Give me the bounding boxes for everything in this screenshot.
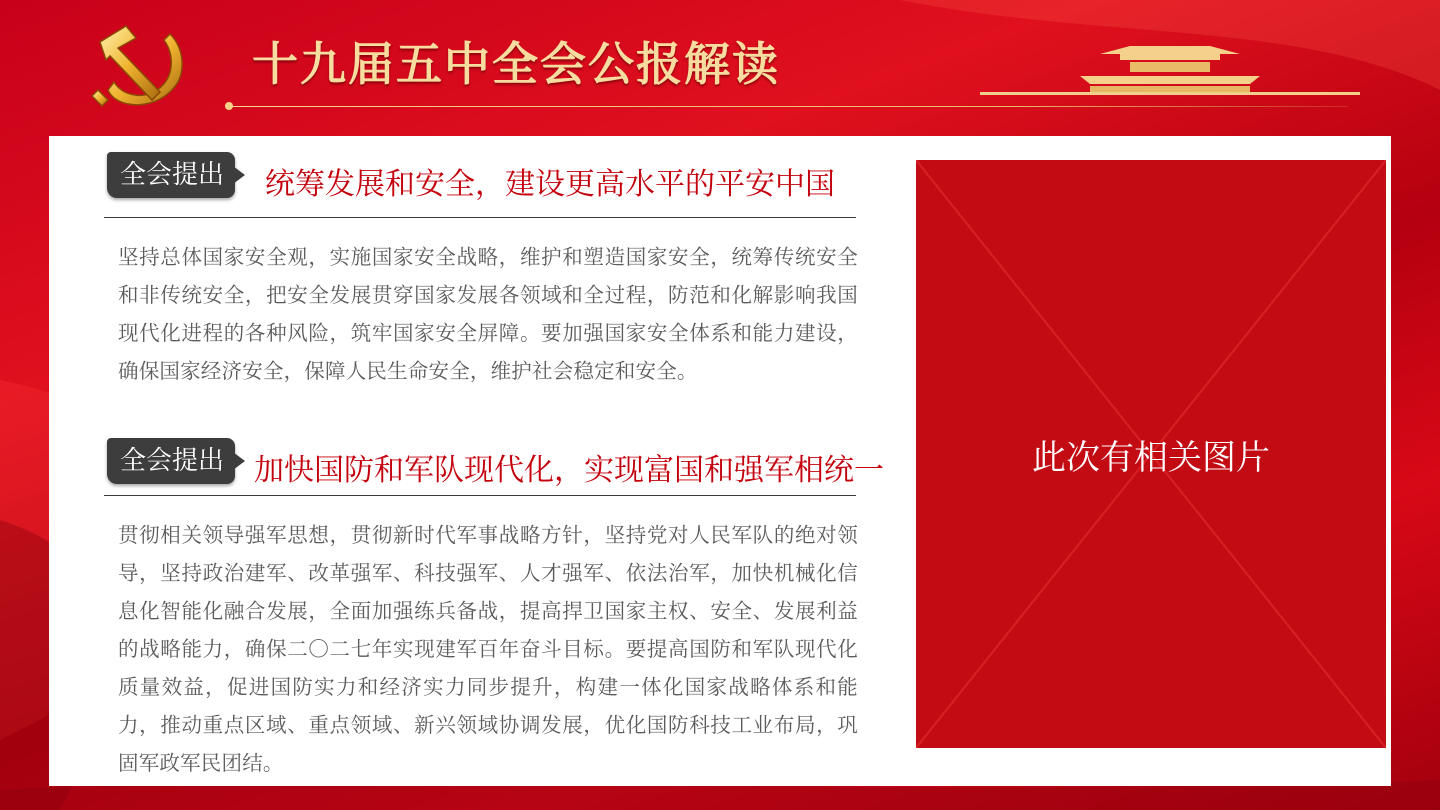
- section-heading: 统筹发展和安全，建设更高水平的平安中国: [265, 167, 835, 202]
- tiananmen-gate-icon: [980, 44, 1360, 100]
- party-emblem-icon: [78, 12, 193, 117]
- section-national-defense: [104, 438, 884, 788]
- section-tag: 全会提出: [107, 152, 235, 198]
- title-divider: [228, 106, 1348, 107]
- section-body-text: 坚持总体国家安全观，实施国家安全战略，维护和塑造国家安全，统筹传统安全和非传统安全，把安全发展贯穿国家发展各领域和全过程，防范和化解影响我国现代化进程的各种风险，筑牢国家安全屏障。要加强国家安全体系和能力建设，确保国家经济安全，保障人民生命安全，维护社会稳定和安全。: [118, 245, 858, 383]
- section-national-security: [104, 152, 856, 392]
- section-tag: 全会提出: [107, 438, 235, 484]
- page-title: 十九届五中全会公报解读: [252, 37, 780, 91]
- image-placeholder-label: 此次有相关图片: [1032, 438, 1270, 478]
- header: [0, 0, 1440, 135]
- image-placeholder[interactable]: [916, 160, 1386, 748]
- section-divider: [104, 217, 856, 218]
- section-divider: [104, 495, 856, 496]
- section-body-text: 贯彻相关领导强军思想，贯彻新时代军事战略方针，坚持党对人民军队的绝对领导，坚持政治建军、改革强军、科技强军、人才强军、依法治军，加快机械化信息化智能化融合发展，全面加强练兵备战，提高捍卫国家主权、安全、发展利益的战略能力，确保二〇二七年实现建军百年奋斗目标。要提高国防和军队现代化质量效益，促进国防实力和经济实力同步提升，构建一体化国家战略体系和能力，推动重点区域、重点领域、新兴领域协调发展，优化国防科技工业布局，巩固军政军民团结。: [118, 523, 858, 775]
- section-heading: 加快国防和军队现代化，实现富国和强军相统一: [254, 453, 884, 488]
